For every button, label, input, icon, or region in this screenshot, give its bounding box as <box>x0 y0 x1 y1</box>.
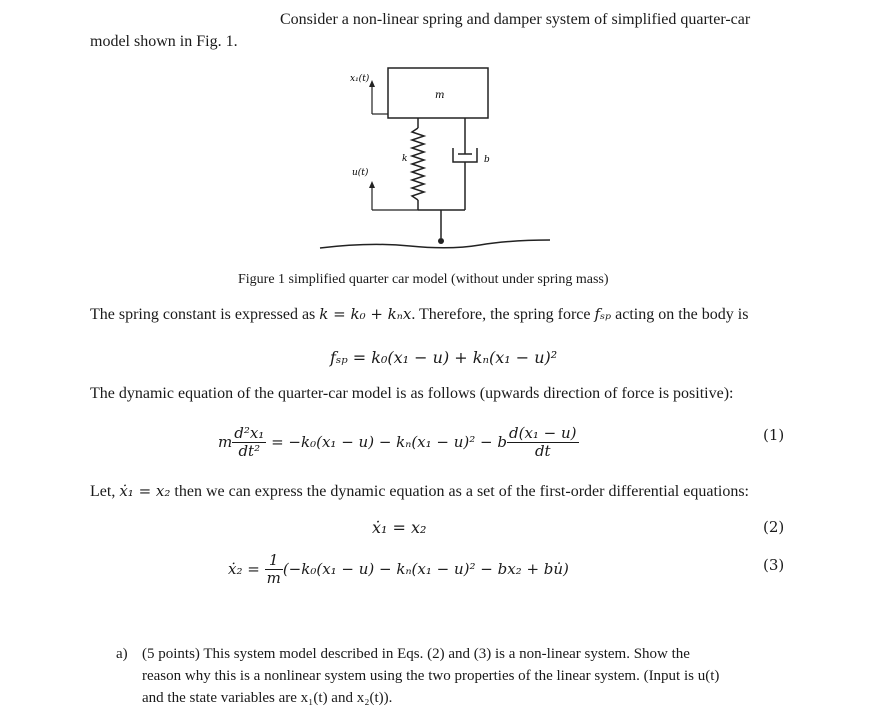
quarter-car-figure <box>300 62 590 262</box>
equation-3: ẋ₂ = $\frac{1}{m}$ (−k₀(x₁ − u) − kₙ(x₁ − u)² − bx₂ + bu̇) <box>228 551 569 588</box>
question-line-3: and the state variables are x₁(t) and x₂(t)). <box>142 690 393 706</box>
equation-1: m $\frac{\text{d²x₁}}{\text{dt²}}$ = −k₀(x₁ − u) − kₙ(x₁ − u)² − b $\frac{\text{d(x₁ − u)}}{dt}$ <box>218 424 577 461</box>
x1-arrow-head <box>369 80 375 87</box>
let-expression: ẋ₁ = x₂ <box>119 482 171 500</box>
damper-label: b <box>484 155 490 165</box>
u-arrow-head <box>369 181 375 188</box>
x1-label: x₁(t) <box>350 74 370 84</box>
equation-2-number: (2) <box>763 518 785 536</box>
question-line-2: reason why this is a nonlinear system using the two properties of the linear system. (Input is u(t) <box>142 668 720 684</box>
spring-paragraph: The spring constant is expressed as k = k₀ + kₙx. Therefore, the spring force fₛₚ acting on the body is <box>90 305 749 323</box>
fsp-equation: fₛₚ = k₀(x₁ − u) + kₙ(x₁ − u)² <box>330 348 558 367</box>
question-line-1: (5 points) This system model described in Eqs. (2) and (3) is a non-linear system. Show the <box>142 646 690 662</box>
equation-1-number: (1) <box>763 426 785 444</box>
road-surface <box>320 240 550 248</box>
dynamic-paragraph: The dynamic equation of the quarter-car model is as follows (upwards direction of force is positive): <box>90 385 734 402</box>
fsp-symbol: fₛₚ <box>594 305 612 323</box>
figure-caption: Figure 1 simplified quarter car model (without under spring mass) <box>238 272 609 287</box>
let-paragraph: Let, ẋ₁ = x₂ then we can express the dynamic equation as a set of the first-order differential equations: <box>90 482 749 500</box>
mass-label: m <box>435 90 445 101</box>
question-label: a) <box>116 646 128 662</box>
spring-label: k <box>402 154 408 164</box>
equation-3-number: (3) <box>763 556 785 574</box>
wheel-contact <box>438 238 444 244</box>
equation-2: ẋ₁ = x₂ <box>372 518 427 537</box>
intro-line-1: Consider a non-linear spring and damper system of simplified quarter-car <box>280 11 751 28</box>
k-expression: k = k₀ + kₙx <box>319 305 412 323</box>
u-label: u(t) <box>352 168 369 178</box>
spring <box>412 128 424 200</box>
intro-line-2: model shown in Fig. 1. <box>90 33 238 50</box>
